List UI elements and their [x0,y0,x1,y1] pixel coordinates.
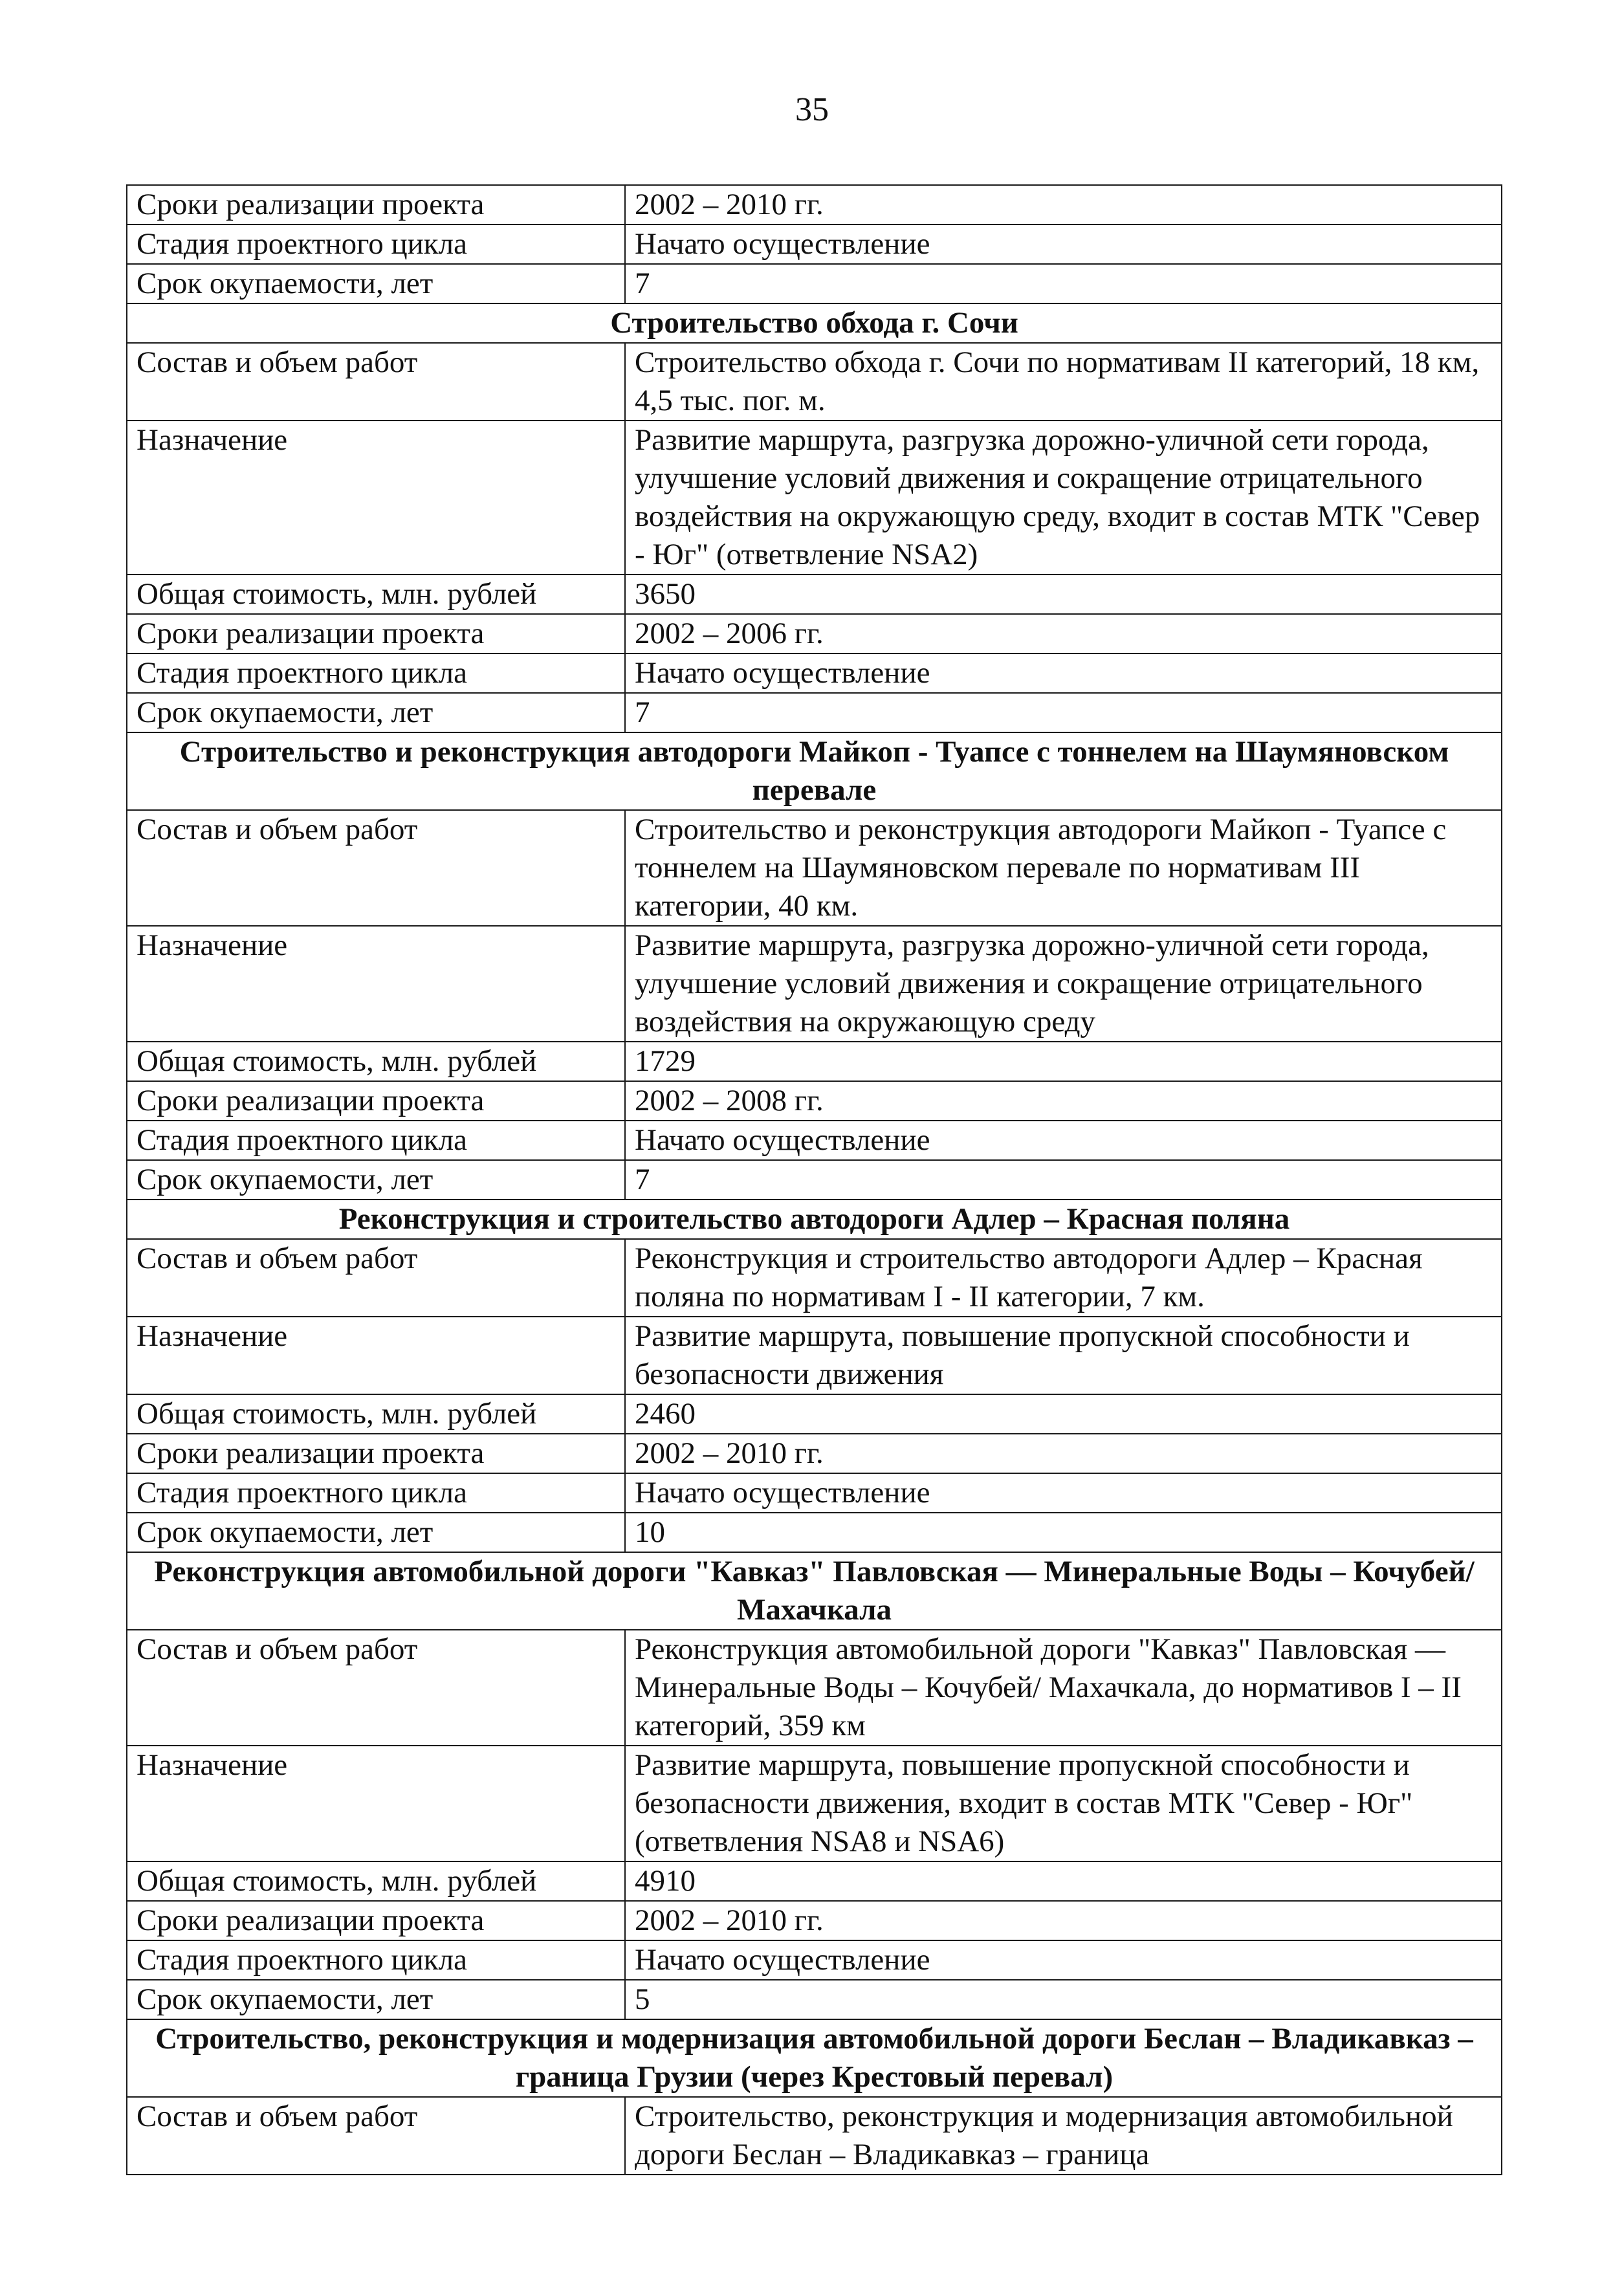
row-label: Стадия проектного цикла [127,225,625,264]
table-row [127,1513,1502,1552]
row-value: Развитие маршрута, повышение пропускной способности и безопасности движения, входит в состав МТК "Север - Юг" (ответвления NSA8 и NSA6) [625,1746,1502,1861]
table-row [127,1940,1502,1980]
row-value: Начато осуществление [625,653,1502,693]
section-header-row [127,1552,1502,1630]
row-label: Срок окупаемости, лет [127,264,625,303]
page-number: 35 [795,91,829,128]
section-title: Строительство, реконструкция и модернизация автомобильной дороги Беслан – Владикавказ – граница Грузии (через Крестовый перевал) [127,2019,1502,2097]
table-row [127,421,1502,575]
row-value: Развитие маршрута, повышение пропускной способности и безопасности движения [625,1317,1502,1394]
section-header-row [127,732,1502,810]
row-label: Назначение [127,926,625,1042]
table-row [127,1980,1502,2019]
row-label: Общая стоимость, млн. рублей [127,1042,625,1081]
table-row [127,575,1502,614]
row-value: 5 [625,1980,1502,2019]
section-title: Строительство обхода г. Сочи [127,303,1502,343]
row-label: Сроки реализации проекта [127,614,625,653]
table-row [127,1160,1502,1200]
section-header-row [127,2019,1502,2097]
row-label: Сроки реализации проекта [127,1081,625,1121]
row-label: Срок окупаемости, лет [127,1980,625,2019]
row-label: Сроки реализации проекта [127,1901,625,1940]
section-title: Реконструкция автомобильной дороги "Кавказ" Павловская — Минеральные Воды – Кочубей/Махачкала [127,1552,1502,1630]
table-row [127,1473,1502,1513]
table-row [127,693,1502,732]
row-value: 2002 – 2010 гг. [625,1901,1502,1940]
row-value: 2460 [625,1394,1502,1434]
table-row [127,1746,1502,1861]
row-value: 2002 – 2006 гг. [625,614,1502,653]
table-row [127,1861,1502,1901]
row-label: Сроки реализации проекта [127,185,625,225]
row-label: Стадия проектного цикла [127,1121,625,1160]
projects-table [126,184,1502,2175]
row-label: Состав и объем работ [127,1239,625,1317]
table-row [127,1317,1502,1394]
row-label: Состав и объем работ [127,2097,625,2175]
row-value: 7 [625,693,1502,732]
row-value: Строительство обхода г. Сочи по нормативам II категорий, 18 км, 4,5 тыс. пог. м. [625,343,1502,421]
row-label: Состав и объем работ [127,810,625,926]
row-value: Начато осуществление [625,1940,1502,1980]
table-row [127,343,1502,421]
row-value: Реконструкция автомобильной дороги "Кавказ" Павловская — Минеральные Воды – Кочубей/ Махачкала, до нормативов I – II категорий, 359 км [625,1630,1502,1746]
row-label: Сроки реализации проекта [127,1434,625,1473]
table-row [127,653,1502,693]
row-value: Строительство, реконструкция и модернизация автомобильной дороги Беслан – Владикавказ – граница [625,2097,1502,2175]
table-row [127,1394,1502,1434]
row-value: Начато осуществление [625,1121,1502,1160]
row-label: Назначение [127,421,625,575]
row-label: Стадия проектного цикла [127,653,625,693]
section-title: Строительство и реконструкция автодороги Майкоп - Туапсе с тоннелем на Шаумяновском перевале [127,732,1502,810]
row-label: Общая стоимость, млн. рублей [127,575,625,614]
row-value: Строительство и реконструкция автодороги Майкоп - Туапсе с тоннелем на Шаумяновском перевале по нормативам III категории, 40 км. [625,810,1502,926]
row-value: 2002 – 2010 гг. [625,185,1502,225]
row-value: Развитие маршрута, разгрузка дорожно-уличной сети города, улучшение условий движения и сокращение отрицательного воздействия на окружающую среду [625,926,1502,1042]
table-row [127,264,1502,303]
table-row [127,810,1502,926]
row-label: Срок окупаемости, лет [127,1160,625,1200]
row-label: Стадия проектного цикла [127,1473,625,1513]
table-row [127,1630,1502,1746]
table-row [127,1042,1502,1081]
row-label: Назначение [127,1746,625,1861]
row-label: Состав и объем работ [127,1630,625,1746]
row-value: 1729 [625,1042,1502,1081]
row-value: 3650 [625,575,1502,614]
row-value: Реконструкция и строительство автодороги Адлер – Красная поляна по нормативам I - II категории, 7 км. [625,1239,1502,1317]
section-header-row [127,303,1502,343]
row-value: 10 [625,1513,1502,1552]
table-row [127,185,1502,225]
table-row [127,1434,1502,1473]
row-label: Стадия проектного цикла [127,1940,625,1980]
row-label: Срок окупаемости, лет [127,693,625,732]
row-value: 7 [625,264,1502,303]
row-value: Развитие маршрута, разгрузка дорожно-уличной сети города, улучшение условий движения и сокращение отрицательного воздействия на окружающую среду, входит в состав МТК "Север - Юг" (ответвление NSA2) [625,421,1502,575]
row-value: 7 [625,1160,1502,1200]
row-value: 2002 – 2008 гг. [625,1081,1502,1121]
section-header-row [127,1200,1502,1239]
row-label: Состав и объем работ [127,343,625,421]
row-value: 4910 [625,1861,1502,1901]
table-row [127,1901,1502,1940]
row-label: Общая стоимость, млн. рублей [127,1394,625,1434]
row-label: Общая стоимость, млн. рублей [127,1861,625,1901]
table-row [127,926,1502,1042]
table-row [127,1239,1502,1317]
table-row [127,614,1502,653]
row-value: Начато осуществление [625,225,1502,264]
row-label: Назначение [127,1317,625,1394]
row-value: 2002 – 2010 гг. [625,1434,1502,1473]
table-row [127,1081,1502,1121]
table-row [127,2097,1502,2175]
row-value: Начато осуществление [625,1473,1502,1513]
table-row [127,225,1502,264]
section-title: Реконструкция и строительство автодороги Адлер – Красная поляна [127,1200,1502,1239]
table-row [127,1121,1502,1160]
row-label: Срок окупаемости, лет [127,1513,625,1552]
